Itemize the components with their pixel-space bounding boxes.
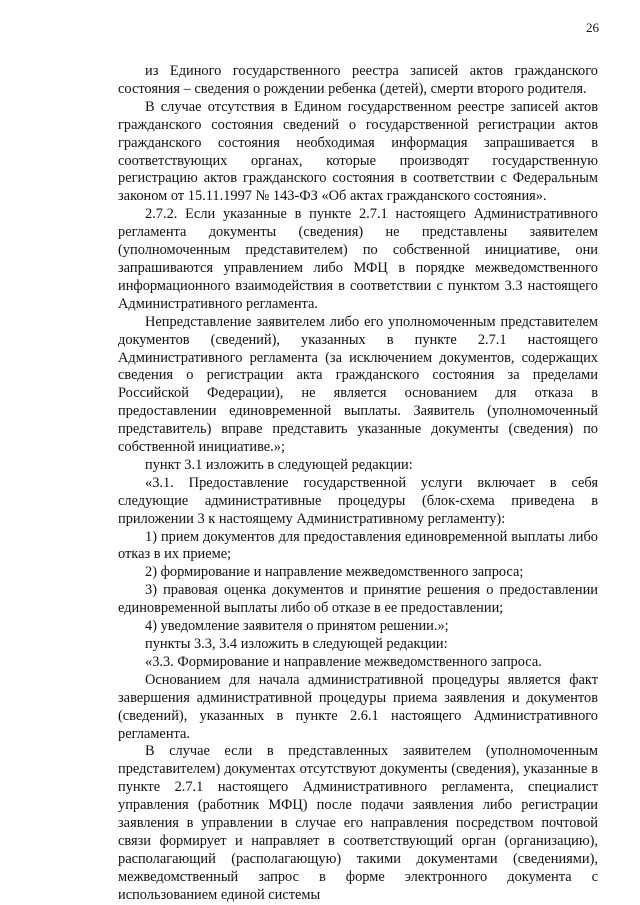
list-item: 4) уведомление заявителя о принятом решении.»;: [145, 618, 449, 635]
paragraph: пункты 3.3, 3.4 изложить в следующей редакции:: [145, 636, 448, 652]
paragraph: В случае если в представленных заявителем (уполномоченным представителем) документах отсутствуют документы (сведения), указанные в пункте 2.7.1 настоящего Административного регламента, специалист управления (работник МФЦ) после подачи заявления либо регистрации заявления в управлении в случае его направления посредством почтовой связи формирует и направляет в соответствующий орган (организацию), располагающий (располагающую) такими документами (сведениями), межведомственный запрос в форме электронного документа с использованием единой системы: [118, 743, 598, 903]
document-body: [118, 63, 598, 905]
paragraph: «3.1. Предоставление государственной услуги включает в себя следующие административные процедуры (блок-схема приведена в приложении 3 к настоящему Административному регламенту):: [118, 474, 598, 527]
list-item: 1) прием документов для предоставления единовременной выплаты либо отказ в их приеме;: [118, 528, 598, 563]
list-item: 2) формирование и направление межведомственного запроса;: [145, 564, 524, 581]
paragraph: В случае отсутствия в Едином государственном реестре записей актов гражданского состояния сведений о государственной регистрации актов гражданского состояния необходимая информация запрашивается в соответствующих органах, которые производят государственную регистрацию актов гражданского состояния в соответствии с Федеральным законом от 15.11.1997 № 143-ФЗ «Об актах гражданского состояния».: [118, 98, 598, 205]
paragraph: Непредставление заявителем либо его уполномоченным представителем документов (сведений), указанных в пункте 2.7.1 настоящего Административного регламента (за исключением документов, содержащих сведения о регистрации акта гражданского состояния за пределами Российской Федерации), не является основанием для отказа в предоставлении единовременной выплаты. Заявитель (уполномоченный представитель) вправе представить указанные документы (сведения) по собственной инициативе.»;: [118, 313, 598, 456]
list-item: 3) правовая оценка документов и принятие решения о предоставлении единовременной выплаты либо об отказе в ее предоставлении;: [118, 582, 598, 617]
page-number: 26: [586, 20, 599, 35]
paragraph: 2.7.2. Если указанные в пункте 2.7.1 настоящего Административного регламента документы (сведения) не представлены заявителем (уполномоченным представителем) по собственной инициативе, они запрашиваются управлением либо МФЦ в порядке межведомственного информационного взаимодействия в соответствии с пунктом 3.3 настоящего Административного регламента.: [118, 206, 598, 312]
paragraph: Основанием для начала административной процедуры является факт завершения административной процедуры приема заявления и документов (сведений), указанных в пункте 2.6.1 настоящего Административного регламента.: [118, 671, 598, 742]
paragraph: из Единого государственного реестра записей актов гражданского состояния – сведения о рождении ребенка (детей), смерти второго родителя.: [118, 63, 598, 97]
section-heading: «3.3. Формирование и направление межведомственного запроса.: [145, 653, 542, 670]
paragraph: пункт 3.1 изложить в следующей редакции:: [145, 456, 413, 473]
